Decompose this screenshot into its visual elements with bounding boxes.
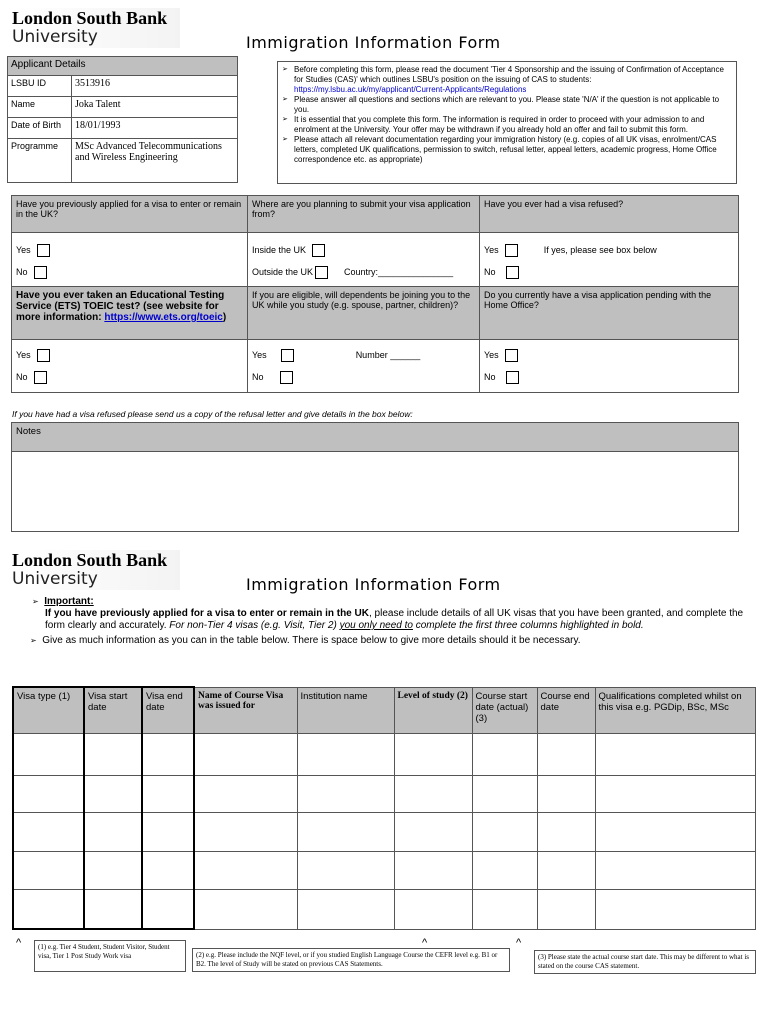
table-cell[interactable] (394, 733, 472, 775)
table-cell[interactable] (472, 851, 537, 889)
lsbu-logo (12, 550, 180, 590)
important-section: ➢ Important: If you have previously applied for a visa to enter or remain in the UK, please include details of all UK visas that you have been granted, and complete the form clearly and accurately. For non-Tier 4 visas (e.g. Visit, Tier 2) you only need to complete the first three columns highlighted in bold. ➢ Give as much information as you can in the table below. There is space below to give more details should it be necessary. (30, 596, 756, 647)
visa-questions-table (11, 195, 739, 393)
if-yes-note: If yes, please see box below (543, 245, 657, 255)
page-title: Immigration Information Form (246, 33, 501, 52)
table-row (13, 775, 756, 812)
applicant-label: LSBU ID (8, 76, 72, 97)
important-label: Important: (44, 596, 94, 607)
table-cell[interactable] (472, 812, 537, 851)
table-cell[interactable] (194, 851, 297, 889)
col-qualifications: Qualifications completed whilst on this visa e.g. PGDip, BSc, MSc (595, 687, 756, 733)
table-cell[interactable] (297, 733, 394, 775)
yes-checkbox[interactable] (37, 349, 50, 362)
applicant-value[interactable]: MSc Advanced Telecommunications and Wireless Engineering (72, 139, 238, 183)
applicant-value[interactable]: 3513916 (72, 76, 238, 97)
caret-up-icon: ^ (422, 937, 428, 949)
col-level: Level of study (2) (394, 687, 472, 733)
country-field[interactable]: Country:_______________ (344, 267, 454, 277)
applicant-label: Programme (8, 139, 72, 183)
col-visa-type: Visa type (1) (13, 687, 84, 733)
option-label: Yes (16, 350, 31, 360)
question-dependents: If you are eligible, will dependents be joining you to the UK while you study (e.g. spouse, partner, children)? (248, 287, 480, 340)
table-cell[interactable] (84, 812, 142, 851)
table-cell[interactable] (595, 851, 756, 889)
table-cell[interactable] (537, 733, 595, 775)
table-cell[interactable] (537, 889, 595, 929)
option-label: No (484, 372, 496, 382)
table-cell[interactable] (595, 733, 756, 775)
option-label: Outside the UK (252, 267, 314, 277)
col-course-name: Name of Course Visa was issued for (194, 687, 297, 733)
question-ets-toeic: Have you ever taken an Educational Testing Service (ETS) TOEIC test? (see website for more information: https://www.ets.org/toeic) (12, 287, 248, 340)
option-label: No (252, 372, 264, 382)
question-pending: Do you currently have a visa application pending with the Home Office? (480, 287, 739, 340)
table-cell[interactable] (84, 889, 142, 929)
table-row (13, 851, 756, 889)
question-submit-from: Where are you planning to submit your visa application from? (248, 196, 480, 233)
inside-uk-checkbox[interactable] (312, 244, 325, 257)
regulations-link[interactable]: https://my.lsbu.ac.uk/my/applicant/Current-Applicants/Regulations (294, 85, 527, 94)
lsbu-logo (12, 8, 180, 48)
table-cell[interactable] (394, 812, 472, 851)
table-cell[interactable] (472, 889, 537, 929)
table-cell[interactable] (297, 812, 394, 851)
table-cell[interactable] (13, 889, 84, 929)
no-checkbox[interactable] (34, 371, 47, 384)
ets-link[interactable]: https://www.ets.org/toeic (104, 312, 223, 323)
col-visa-end: Visa end date (142, 687, 194, 733)
option-label: No (16, 267, 28, 277)
footnote-course-start: (3) Please state the actual course start date. This may be different to what is stated on the course CAS statement. (534, 950, 756, 974)
table-cell[interactable] (537, 851, 595, 889)
yes-checkbox[interactable] (281, 349, 294, 362)
table-cell[interactable] (13, 733, 84, 775)
table-cell[interactable] (84, 733, 142, 775)
no-checkbox[interactable] (506, 371, 519, 384)
logo-line2: University (12, 27, 98, 47)
table-cell[interactable] (142, 851, 194, 889)
option-label: No (16, 372, 28, 382)
table-cell[interactable] (142, 733, 194, 775)
instruction-item: ➢ Please answer all questions and sections which are relevant to you. Please state 'N/A' if the question is not applicable to you. (282, 95, 732, 115)
table-cell[interactable] (595, 812, 756, 851)
option-label: Yes (252, 350, 267, 360)
table-cell[interactable] (194, 889, 297, 929)
visa-history-table (12, 686, 756, 930)
no-checkbox[interactable] (280, 371, 293, 384)
table-cell[interactable] (472, 775, 537, 812)
table-row (13, 889, 756, 929)
option-label: Yes (16, 245, 31, 255)
table-row (13, 733, 756, 775)
col-course-start: Course start date (actual) (3) (472, 687, 537, 733)
instruction-item: ➢ Before completing this form, please read the document 'Tier 4 Sponsorship and the issuing of Confirmation of Acceptance for Studies (CAS)' which outlines LSBU's position on the issuing of CAS to students: https://my.lsbu.ac.uk/my/applicant/Current-Applicants/Regulations (282, 65, 732, 95)
table-cell[interactable] (84, 775, 142, 812)
table-cell[interactable] (394, 889, 472, 929)
table-cell[interactable] (142, 775, 194, 812)
applicant-value[interactable]: Joka Talent (72, 97, 238, 118)
applicant-value[interactable]: 18/01/1993 (72, 118, 238, 139)
yes-checkbox[interactable] (505, 244, 518, 257)
option-label: No (484, 267, 496, 277)
question-visa-refused: Have you ever had a visa refused? (480, 196, 739, 233)
table-cell[interactable] (142, 812, 194, 851)
table-cell[interactable] (472, 733, 537, 775)
instruction-item: ➢ Please attach all relevant documentation regarding your immigration history (e.g. copies of all UK visas, enrolment/CAS letters, completed UK qualifications, permission to switch, refusal letter, appeal letters, academic progress, Home Office correspondence etc. as appropriate) (282, 135, 732, 165)
table-cell[interactable] (84, 851, 142, 889)
logo-line1: London South Bank (12, 550, 168, 570)
yes-checkbox[interactable] (505, 349, 518, 362)
yes-checkbox[interactable] (37, 244, 50, 257)
applicant-details-header: Applicant Details (8, 57, 238, 76)
important-text: If you have previously applied for a visa to enter or remain in the UK, please include details of all UK visas that you have been granted, and complete the form clearly and accurately. For non-Tier 4 visas (e.g. Visit, Tier 2) you only need to complete the first three columns highlighted in bold. (45, 608, 744, 631)
caret-up-icon: ^ (516, 937, 522, 949)
bullet-more-info: Give as much information as you can in the table below. There is space below to give more details should it be necessary. (42, 635, 581, 646)
applicant-details-table (7, 56, 238, 183)
option-label: Yes (484, 350, 499, 360)
col-institution: Institution name (297, 687, 394, 733)
option-label: Inside the UK (252, 245, 307, 255)
logo-line2: University (12, 569, 98, 589)
table-cell[interactable] (142, 889, 194, 929)
table-cell[interactable] (13, 812, 84, 851)
table-cell[interactable] (537, 812, 595, 851)
instruction-item: ➢ It is essential that you complete this form. The information is required in order to proceed with your admission to and enrolment at the University. Your offer may be withdrawn if you already hold an offer and fail to submit this form. (282, 115, 732, 135)
notes-table (11, 422, 739, 532)
caret-up-icon: ^ (16, 937, 22, 949)
table-cell[interactable] (394, 775, 472, 812)
notes-input[interactable] (12, 452, 739, 532)
table-cell[interactable] (194, 775, 297, 812)
refusal-instruction: If you have had a visa refused please send us a copy of the refusal letter and give details in the box below: (12, 409, 413, 419)
table-cell[interactable] (194, 733, 297, 775)
no-checkbox[interactable] (34, 266, 47, 279)
page-title: Immigration Information Form (246, 575, 501, 594)
outside-uk-checkbox[interactable] (315, 266, 328, 279)
logo-line1: London South Bank (12, 8, 168, 28)
table-cell[interactable] (297, 775, 394, 812)
table-cell[interactable] (194, 812, 297, 851)
table-row (13, 812, 756, 851)
col-course-end: Course end date (537, 687, 595, 733)
notes-label: Notes (12, 423, 739, 452)
table-cell[interactable] (13, 851, 84, 889)
instructions-box (277, 61, 737, 184)
table-cell[interactable] (537, 775, 595, 812)
applicant-label: Name (8, 97, 72, 118)
question-previous-visa: Have you previously applied for a visa to enter or remain in the UK? (12, 196, 248, 233)
table-cell[interactable] (297, 851, 394, 889)
table-cell[interactable] (595, 889, 756, 929)
table-cell[interactable] (297, 889, 394, 929)
number-field[interactable]: Number ______ (355, 350, 421, 360)
option-label: Yes (484, 245, 499, 255)
footnote-visa-type: (1) e.g. Tier 4 Student, Student Visitor, Student visa, Tier 1 Post Study Work visa (34, 940, 186, 972)
table-cell[interactable] (394, 851, 472, 889)
table-cell[interactable] (13, 775, 84, 812)
footnote-level: (2) e.g. Please include the NQF level, or if you studied English Language Course the CEFR level e.g. B1 or B2. The level of Study will be stated on previous CAS Statements. (192, 948, 510, 972)
col-visa-start: Visa start date (84, 687, 142, 733)
applicant-label: Date of Birth (8, 118, 72, 139)
no-checkbox[interactable] (506, 266, 519, 279)
table-cell[interactable] (595, 775, 756, 812)
